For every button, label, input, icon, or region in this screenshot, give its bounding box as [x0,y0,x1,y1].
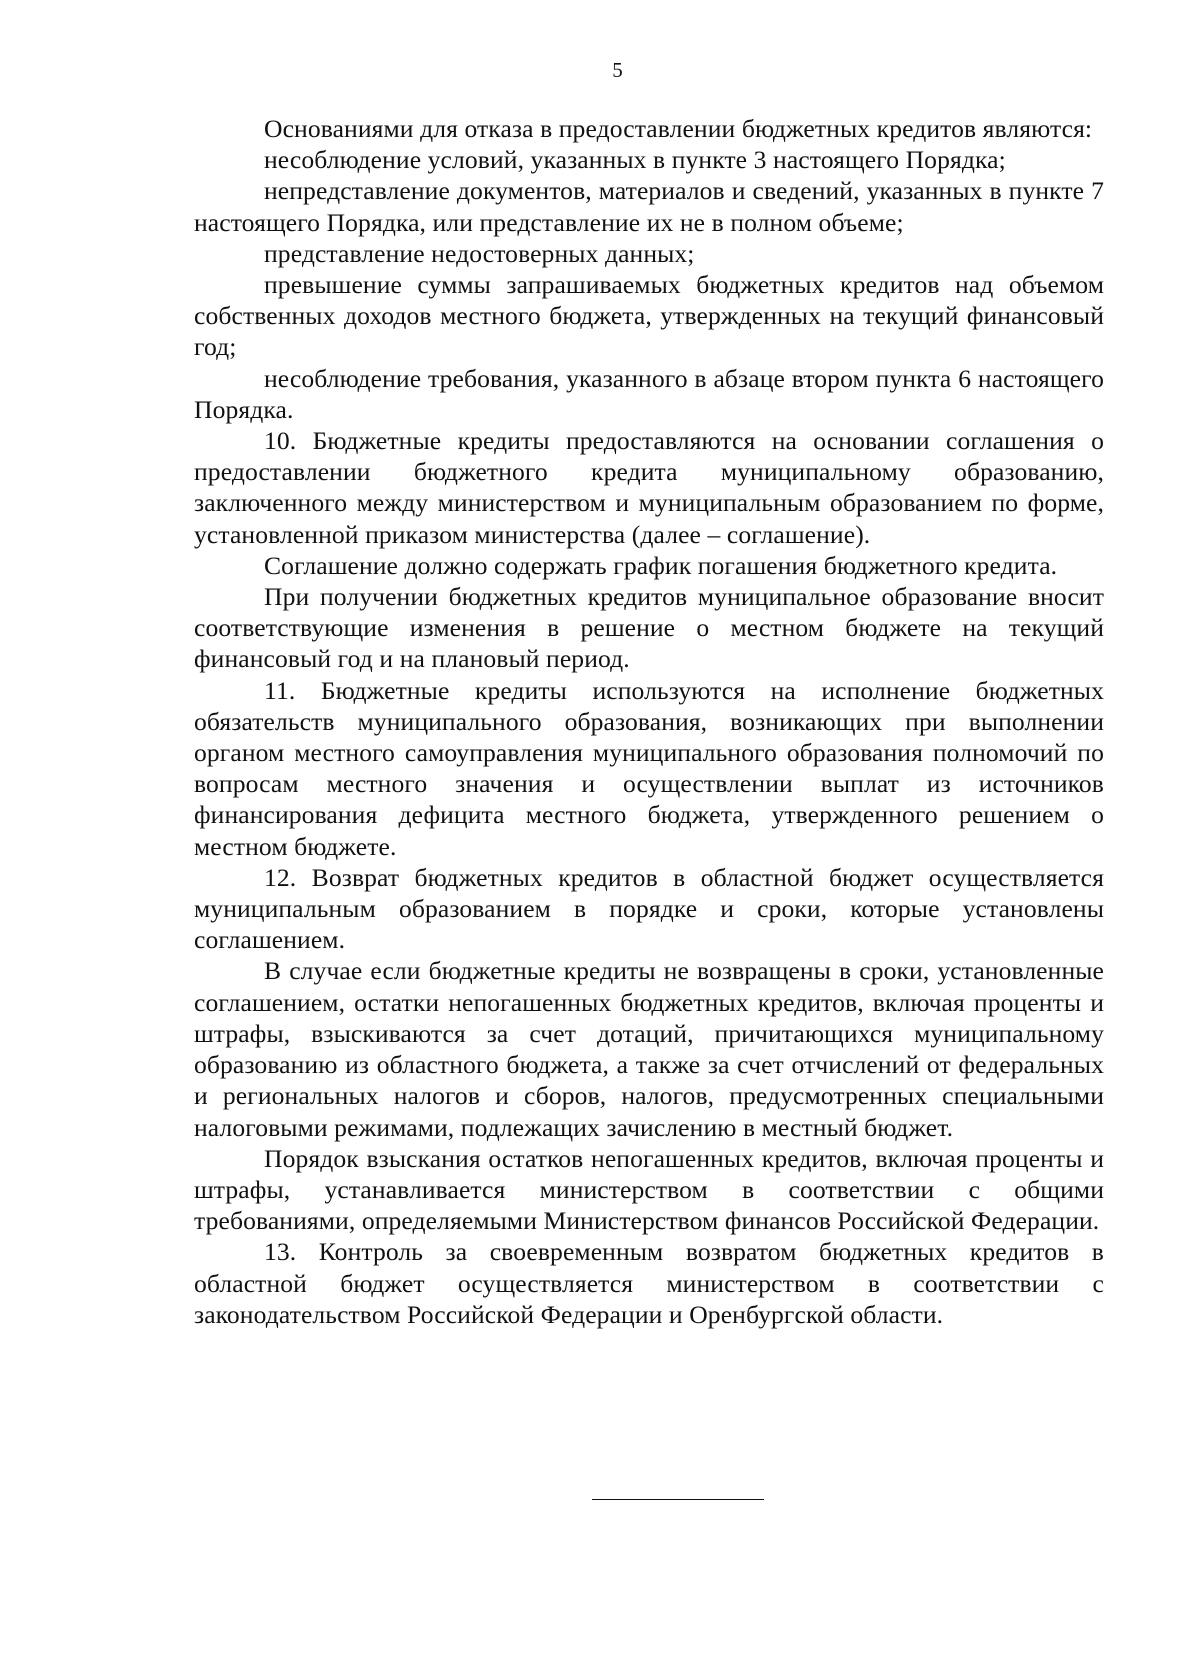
paragraph: непредставление документов, материалов и сведений, указанных в пункте 7 настоящего Порядка, или представление их не в полном объеме; [194,176,1104,237]
paragraph: представление недостоверных данных; [264,238,695,268]
paragraph: Соглашение должно содержать график погашения бюджетного кредита. [264,550,1058,580]
paragraph: 12. Возврат бюджетных кредитов в областной бюджет осуществляется муниципальным образованием в порядке и сроки, которые установлены соглашением. [194,862,1104,955]
paragraph: 13. Контроль за своевременным возвратом бюджетных кредитов в областной бюджет осуществляется министерством в соответствии с законодательством Российской Федерации и Оренбургской области. [194,1237,1104,1329]
paragraph: превышение суммы запрашиваемых бюджетных кредитов над объемом собственных доходов местного бюджета, утвержденных на текущий финансовый год; [194,270,1104,362]
paragraph: Порядок взыскания остатков непогашенных кредитов, включая проценты и штрафы, устанавливается министерством в соответствии с общими требованиями, определяемыми Министерством финансов Российской Федерации. [194,1143,1104,1236]
paragraph: 11. Бюджетные кредиты используются на исполнение бюджетных обязательств муниципального образования, возникающих при выполнении органом местного самоуправления муниципального образования полномочий по вопросам местного значения и осуществлении выплат из источников финансирования дефицита местного бюджета, утвержденного решением о местном бюджете. [194,675,1104,861]
paragraph: несоблюдение условий, указанных в пункте 3 настоящего Порядка; [264,145,1006,175]
page-number: 5 [612,58,623,82]
document-body [194,113,1104,1330]
end-of-document-rule [592,1499,764,1500]
paragraph: несоблюдение требования, указанного в абзаце втором пункта 6 настоящего Порядка. [194,363,1104,424]
paragraph: 10. Бюджетные кредиты предоставляются на основании соглашения о предоставлении бюджетного кредита муниципальному образованию, заключенного между министерством и муниципальным образованием по форме, установленной приказом министерства (далее – соглашение). [194,426,1104,549]
paragraph: В случае если бюджетные кредиты не возвращены в сроки, установленные соглашением, остатки непогашенных бюджетных кредитов, включая проценты и штрафы, взыскиваются за счет дотаций, причитающихся муниципальному образованию из областного бюджета, а также за счет отчислений от федеральных и региональных налогов и сборов, налогов, предусмотренных специальными налоговыми режимами, подлежащих зачислению в местный бюджет. [194,956,1104,1142]
paragraph: При получении бюджетных кредитов муниципальное образование вносит соответствующие изменения в решение о местном бюджете на текущий финансовый год и на плановый период. [194,582,1104,674]
paragraph: Основаниями для отказа в предоставлении бюджетных кредитов являются: [264,114,1093,143]
